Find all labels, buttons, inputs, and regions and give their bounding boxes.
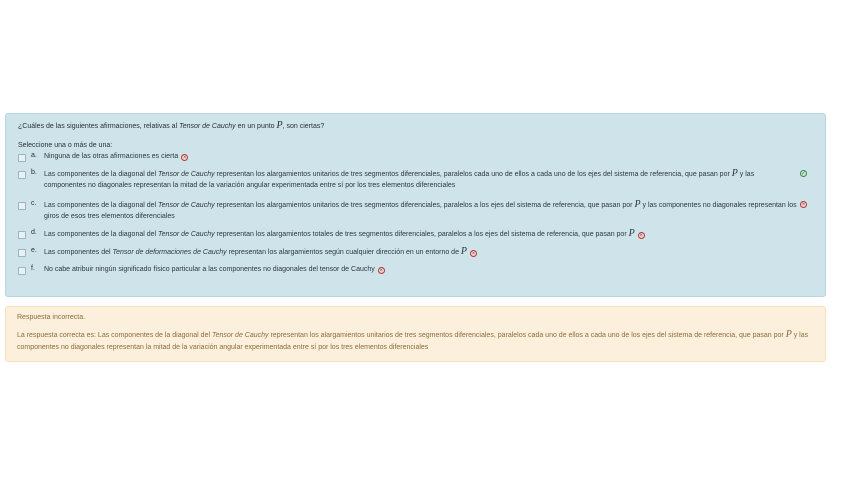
feedback-term: Tensor de Cauchy [211, 332, 269, 339]
option-term: Tensor de deformaciones de Cauchy [112, 249, 227, 256]
option-b[interactable] [18, 169, 813, 197]
option-text [44, 169, 813, 191]
option-text [44, 152, 813, 163]
incorrect-icon: × [182, 155, 187, 161]
option-d-checkbox[interactable] [18, 231, 26, 239]
option-text-part: No cabe atribuir ningún significado físico particular a las componentes no diagonales del tensor de Cauchy [44, 266, 375, 273]
option-text-part: Las componentes del [44, 249, 113, 256]
option-term: Tensor de Cauchy [158, 202, 215, 209]
option-letter: d. [31, 229, 37, 236]
option-e-checkbox[interactable] [18, 249, 26, 257]
option-text [44, 200, 813, 222]
option-letter: b. [31, 169, 37, 176]
option-text-part: representan los alargamientos unitarios de tres segmentos diferenciales, paralelos a los ejes del sistema de referencia, que pasan por [214, 202, 635, 209]
feedback-text-part: La respuesta correcta es: Las componentes de la diagonal del [17, 332, 212, 339]
question-variable: P [276, 120, 283, 131]
option-variable: P [628, 228, 635, 239]
option-text-part: representan los alargamientos según cualquier dirección en un entorno de [226, 249, 461, 256]
option-variable: P [731, 168, 738, 179]
option-text-part: Las componentes de la diagonal del [44, 231, 159, 238]
option-b-checkbox[interactable] [18, 171, 26, 179]
option-text-part: Las componentes de la diagonal del [44, 171, 159, 178]
option-f[interactable] [18, 265, 813, 278]
option-variable: P [460, 246, 468, 257]
option-c[interactable] [18, 200, 813, 226]
option-letter: e. [31, 247, 37, 254]
question-panel [5, 113, 826, 297]
incorrect-icon: × [379, 268, 384, 274]
question-text-part: , son ciertas? [282, 123, 325, 130]
option-variable: P [634, 199, 641, 210]
option-text-part: Ninguna de las otras afirmaciones es cierta [44, 153, 179, 160]
correct-icon: ✓ [801, 171, 807, 177]
option-term: Tensor de Cauchy [158, 171, 215, 178]
option-text-part: y las componentes no diagonales representan los giros de esos tres elementos diferenciales [44, 202, 797, 220]
option-e[interactable] [18, 247, 813, 262]
question-term: Tensor de Cauchy [179, 123, 236, 130]
option-letter: a. [31, 152, 37, 159]
feedback-status: Respuesta incorrecta. [17, 314, 86, 321]
incorrect-icon: × [471, 251, 476, 257]
option-a-checkbox[interactable] [18, 154, 26, 162]
option-text [44, 229, 813, 241]
option-letter: c. [31, 200, 37, 207]
option-d[interactable] [18, 229, 813, 244]
question-text-part: en un punto [235, 123, 277, 130]
option-term: Tensor de Cauchy [158, 231, 215, 238]
feedback-panel [5, 306, 826, 362]
answer-options [18, 152, 813, 278]
question-text-part: ¿Cuáles de las siguientes afirmaciones, relativas al [18, 123, 180, 130]
incorrect-icon: × [639, 233, 643, 239]
option-text [44, 247, 813, 259]
option-letter: f. [31, 265, 35, 272]
option-text-part: Las componentes de la diagonal del [44, 202, 159, 209]
feedback-text-part: y las componentes no diagonales representan la mitad de la variación angular experimentada entre sí por los tres elementos diferenciales [17, 332, 809, 351]
feedback-text-part: representan los alargamientos unitarios de tres segmentos diferenciales, paralelos cada uno de ellos a cada uno de los ejes del sistema de referencia, que pasan por [268, 332, 786, 339]
option-f-checkbox[interactable] [18, 267, 26, 275]
option-c-checkbox[interactable] [18, 202, 26, 210]
option-text-part: representan los alargamientos unitarios de tres segmentos diferenciales, paralelos cada uno de ellos a cada uno de los ejes del sistema de referencia, que pasan por [214, 171, 732, 178]
selection-prompt: Seleccione una o más de una: [18, 142, 113, 149]
option-text-part: representan los alargamientos totales de tres segmentos diferenciales, paralelos a los ejes del sistema de referencia, que pasan por [214, 231, 629, 238]
feedback-variable: P [785, 329, 792, 340]
option-text [44, 265, 813, 276]
question-text [18, 120, 813, 133]
option-a[interactable] [18, 152, 813, 165]
correct-answer-text [17, 329, 814, 354]
incorrect-icon: × [801, 202, 806, 208]
option-text-part: y las componentes no diagonales representan la mitad de la variación angular experimentada entre sí por los tres elementos diferenciales [44, 171, 755, 189]
